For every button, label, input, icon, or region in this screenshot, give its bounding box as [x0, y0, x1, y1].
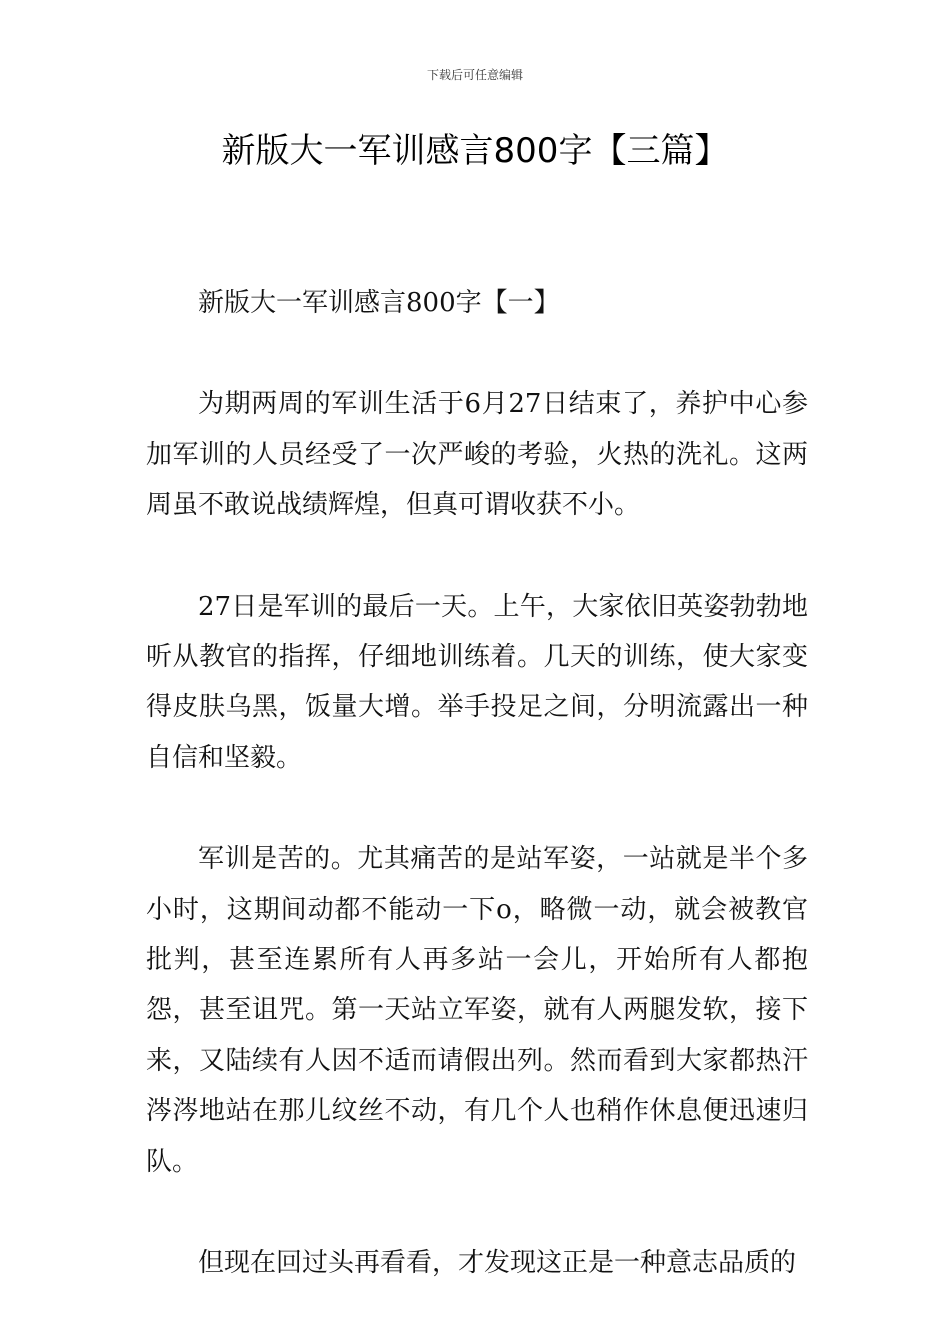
paragraph-4: 但现在回过头再看看，才发现这正是一种意志品质的 [198, 1248, 797, 1279]
document-body [146, 278, 808, 1340]
paragraph-3: 军训是苦的。尤其痛苦的是站军姿，一站就是半个多小时，这期间动都不能动一下o，略微一动，就会被教官批判，甚至连累所有人再多站一会儿，开始所有人都抱怨，甚至诅咒。第一天站立军姿，就有人两腿发软，接下来，又陆续有人因不适而请假出列。然而看到大家都热汗涔涔地站在那儿纹丝不动，有几个人也稍作休息便迅速归队。 [146, 844, 808, 1177]
section-heading: 新版大一军训感言800字【一】 [198, 288, 560, 318]
document-title: 新版大一军训感言800字【三篇】 [221, 131, 729, 171]
paragraph-1: 为期两周的军训生活于6月27日结束了，养护中心参加军训的人员经受了一次严峻的考验，火热的洗礼。这两周虽不敢说战绩辉煌，但真可谓收获不小。 [146, 389, 808, 521]
paragraph-2: 27日是军训的最后一天。上午，大家依旧英姿勃勃地听从教官的指挥，仔细地训练着。几天的训练，使大家变得皮肤乌黑，饭量大增。举手投足之间，分明流露出一种自信和坚毅。 [146, 591, 808, 773]
header-note: 下载后可任意编辑 [426, 68, 523, 82]
